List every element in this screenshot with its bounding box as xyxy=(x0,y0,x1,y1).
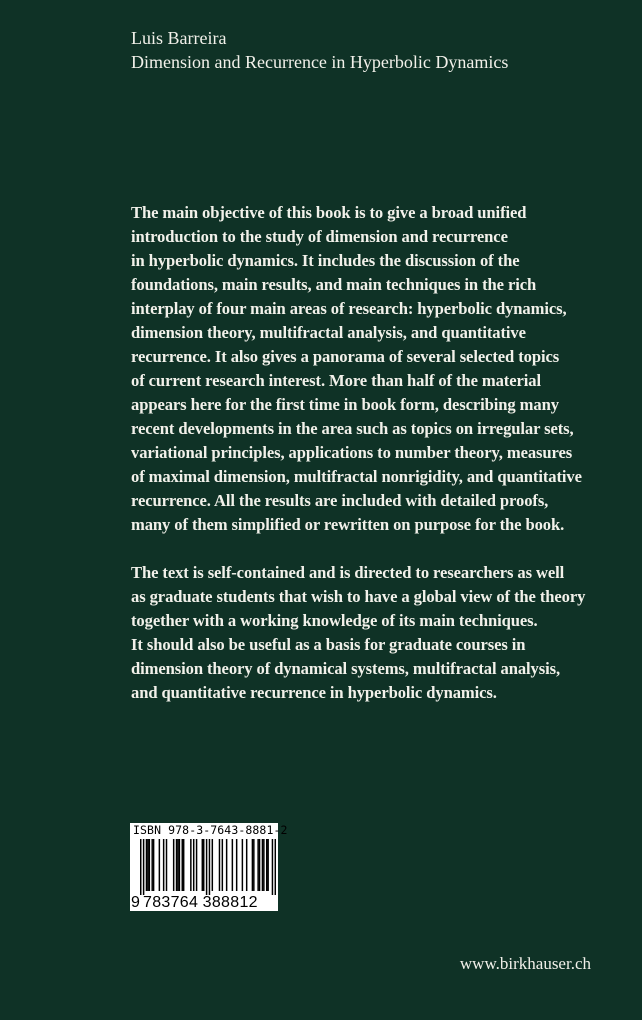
barcode-bar xyxy=(252,839,253,891)
barcode-bar xyxy=(212,839,213,891)
barcode-guard-bar xyxy=(272,839,273,895)
description-line: and quantitative recurrence in hyperbolic dynamics. xyxy=(131,683,497,702)
description-line: foundations, main results, and main techniques in the rich xyxy=(131,275,537,294)
barcode-bar xyxy=(219,839,220,891)
barcode-bar xyxy=(177,839,178,891)
description-line: recurrence. All the results are included with detailed proofs, xyxy=(131,491,549,510)
description-line: dimension theory of dynamical systems, multifractal analysis, xyxy=(131,659,561,678)
description-paragraph-1 xyxy=(131,201,611,537)
barcode-bar xyxy=(153,839,154,891)
barcode-bar xyxy=(182,839,183,891)
description-line: It should also be useful as a basis for graduate courses in xyxy=(131,635,526,654)
barcode-bar xyxy=(173,839,174,891)
description-line: as graduate students that wish to have a global view of the theory xyxy=(131,587,586,606)
description-line: The main objective of this book is to give a broad unified xyxy=(131,203,527,222)
description-line: recent developments in the area such as topics on irregular sets, xyxy=(131,419,574,438)
description-line: in hyperbolic dynamics. It includes the discussion of the xyxy=(131,251,520,270)
barcode-bar xyxy=(232,839,233,891)
description-line: of maximal dimension, multifractal nonrigidity, and quantitative xyxy=(131,467,582,486)
barcode-bar xyxy=(257,839,258,891)
isbn-label: ISBN 978-3-7643-8881-2 xyxy=(133,823,288,837)
ean-left-group: 783764 xyxy=(143,894,199,911)
barcode-bar xyxy=(242,839,243,891)
barcode-bar xyxy=(203,839,204,891)
barcode-bar xyxy=(146,839,147,891)
cover-header xyxy=(131,26,611,74)
book-title: Dimension and Recurrence in Hyperbolic Dynamics xyxy=(131,52,509,72)
barcode-bar xyxy=(259,839,260,891)
barcode-bar xyxy=(196,839,197,891)
barcode-bar xyxy=(147,839,148,891)
publisher-url: www.birkhauser.ch xyxy=(459,954,591,973)
barcode-bar xyxy=(236,839,237,891)
ean-digits xyxy=(131,894,258,911)
description-line: appears here for the first time in book form, describing many xyxy=(131,395,559,414)
description-line: variational principles, applications to number theory, measures xyxy=(131,443,573,462)
barcode-bar xyxy=(267,839,268,891)
description-line: of current research interest. More than half of the material xyxy=(131,371,541,390)
barcode-bar xyxy=(190,839,191,891)
description-line: dimension theory, multifractal analysis, and quantitative xyxy=(131,323,526,342)
barcode-bar xyxy=(166,839,167,891)
barcode-bar xyxy=(263,839,264,891)
barcode-bar xyxy=(222,839,223,891)
barcode-bar xyxy=(202,839,203,891)
barcode-bar xyxy=(226,839,227,891)
barcode-bar xyxy=(151,839,152,891)
barcode-bar xyxy=(193,839,194,891)
barcode-bar xyxy=(262,839,263,891)
barcode-bar xyxy=(159,839,160,891)
barcode-bar xyxy=(266,839,267,891)
description-line: The text is self-contained and is directed to researchers as well xyxy=(131,563,565,582)
description-line: together with a working knowledge of its main techniques. xyxy=(131,611,538,630)
barcode-bar xyxy=(183,839,184,891)
barcode-bars xyxy=(140,839,276,895)
barcode-bar xyxy=(179,839,180,891)
barcode-guard-bar xyxy=(209,839,210,895)
ean-right-group: 388812 xyxy=(202,894,258,911)
barcode-graphic xyxy=(140,839,276,895)
barcode-bar xyxy=(253,839,254,891)
author-name: Luis Barreira xyxy=(131,28,227,48)
barcode-bar xyxy=(176,839,177,891)
barcode-bar xyxy=(246,839,247,891)
description-line: introduction to the study of dimension and recurrence xyxy=(131,227,508,246)
barcode-guard-bar xyxy=(206,839,207,895)
description-line: interplay of four main areas of research: hyperbolic dynamics, xyxy=(131,299,567,318)
barcode-guard-bar xyxy=(140,839,141,895)
description-line: many of them simplified or rewritten on purpose for the book. xyxy=(131,515,565,534)
isbn-barcode xyxy=(130,823,288,911)
barcode-bar xyxy=(149,839,150,891)
barcode-guard-bar xyxy=(275,839,276,895)
book-description xyxy=(131,201,611,705)
ean-first-digit: 9 xyxy=(131,894,140,911)
barcode-bar xyxy=(163,839,164,891)
barcode-guard-bar xyxy=(143,839,144,895)
description-paragraph-2 xyxy=(131,561,611,705)
description-line: recurrence. It also gives a panorama of several selected topics xyxy=(131,347,560,366)
